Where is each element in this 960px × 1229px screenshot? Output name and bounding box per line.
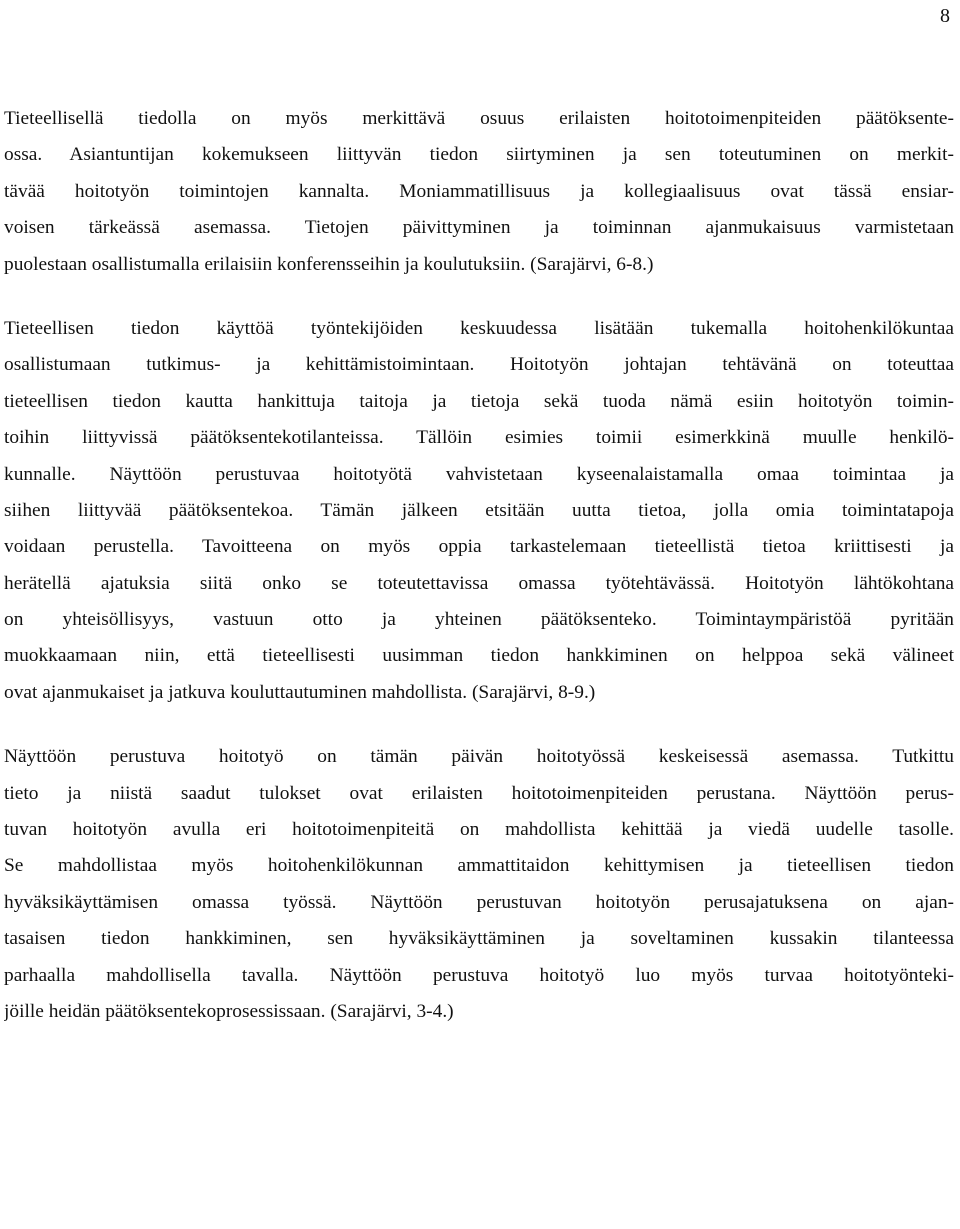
text-line: parhaalla mahdollisella tavalla. Näyttöön perustuva hoitotyö luo myös turvaa hoitotyönteki- bbox=[4, 964, 954, 986]
text-line: tasaisen tiedon hankkiminen, sen hyväksikäyttäminen ja soveltaminen kussakin tilanteessa bbox=[4, 928, 954, 950]
text-line: Tieteellisen tiedon käyttöä työntekijöiden keskuudessa lisätään tukemalla hoitohenkilökuntaa bbox=[4, 317, 954, 339]
text-line: voidaan perustella. Tavoitteena on myös oppia tarkastelemaan tieteellistä tietoa kriittisesti ja bbox=[4, 536, 954, 558]
text-line: toihin liittyvissä päätöksentekotilanteissa. Tällöin esimies toimii esimerkkinä muulle henkilö- bbox=[4, 427, 954, 449]
paragraph-2 bbox=[4, 311, 954, 711]
text-line: ossa. Asiantuntijan kokemukseen liittyvän tiedon siirtyminen ja sen toteutuminen on merkit- bbox=[4, 144, 954, 166]
paragraph-1 bbox=[4, 101, 954, 283]
text-line: on yhteisöllisyys, vastuun otto ja yhteinen päätöksenteko. Toimintaympäristöä pyritään bbox=[4, 609, 954, 631]
text-line: hyväksikäyttämisen omassa työssä. Näyttöön perustuvan hoitotyön perusajatuksena on ajan- bbox=[4, 891, 954, 913]
paragraph-spacer bbox=[4, 283, 954, 311]
paragraph-spacer bbox=[4, 711, 954, 739]
text-line: osallistumaan tutkimus- ja kehittämistoimintaan. Hoitotyön johtajan tehtävänä on toteuttaa bbox=[4, 354, 954, 376]
text-line: tuvan hoitotyön avulla eri hoitotoimenpiteitä on mahdollista kehittää ja viedä uudelle tasolle. bbox=[4, 819, 954, 841]
text-line: Tieteellisellä tiedolla on myös merkittävä osuus erilaisten hoitotoimenpiteiden päätöksente- bbox=[4, 108, 954, 129]
text-line: tieto ja niistä saadut tulokset ovat erilaisten hoitotoimenpiteiden perustana. Näyttöön perus- bbox=[4, 782, 954, 804]
body-text bbox=[4, 101, 954, 1030]
text-line: muokkaamaan niin, että tieteellisesti uusimman tiedon hankkiminen on helppoa sekä välineet bbox=[4, 645, 954, 667]
text-line: voisen tärkeässä asemassa. Tietojen päivittyminen ja toiminnan ajanmukaisuus varmistetaan bbox=[4, 217, 954, 239]
text-line: Näyttöön perustuva hoitotyö on tämän päivän hoitotyössä keskeisessä asemassa. Tutkittu bbox=[4, 746, 954, 768]
text-line: siihen liittyvää päätöksentekoa. Tämän jälkeen etsitään uutta tietoa, jolla omia toimintatapoja bbox=[4, 499, 954, 521]
text-line: kunnalle. Näyttöön perustuvaa hoitotyötä vahvistetaan kyseenalaistamalla omaa toimintaa ja bbox=[4, 463, 954, 485]
text-line: tävää hoitotyön toimintojen kannalta. Moniammatillisuus ja kollegiaalisuus ovat tässä ensiar- bbox=[4, 180, 954, 202]
text-line: herätellä ajatuksia siitä onko se toteutettavissa omassa työtehtävässä. Hoitotyön lähtökohtana bbox=[4, 572, 954, 594]
page-number: 8 bbox=[940, 5, 950, 27]
text-line: Se mahdollistaa myös hoitohenkilökunnan ammattitaidon kehittymisen ja tieteellisen tiedon bbox=[4, 855, 954, 877]
paragraph-3 bbox=[4, 739, 954, 1030]
text-line: ovat ajanmukaiset ja jatkuva kouluttautuminen mahdollista. (Sarajärvi, 8-9.) bbox=[4, 681, 596, 703]
text-line: jöille heidän päätöksentekoprosessissaan. (Sarajärvi, 3-4.) bbox=[4, 1000, 454, 1022]
text-line: tieteellisen tiedon kautta hankittuja taitoja ja tietoja sekä tuoda nämä esiin hoitotyön toimin- bbox=[4, 390, 954, 412]
text-line: puolestaan osallistumalla erilaisiin konferensseihin ja koulutuksiin. (Sarajärvi, 6-8.) bbox=[4, 253, 654, 275]
